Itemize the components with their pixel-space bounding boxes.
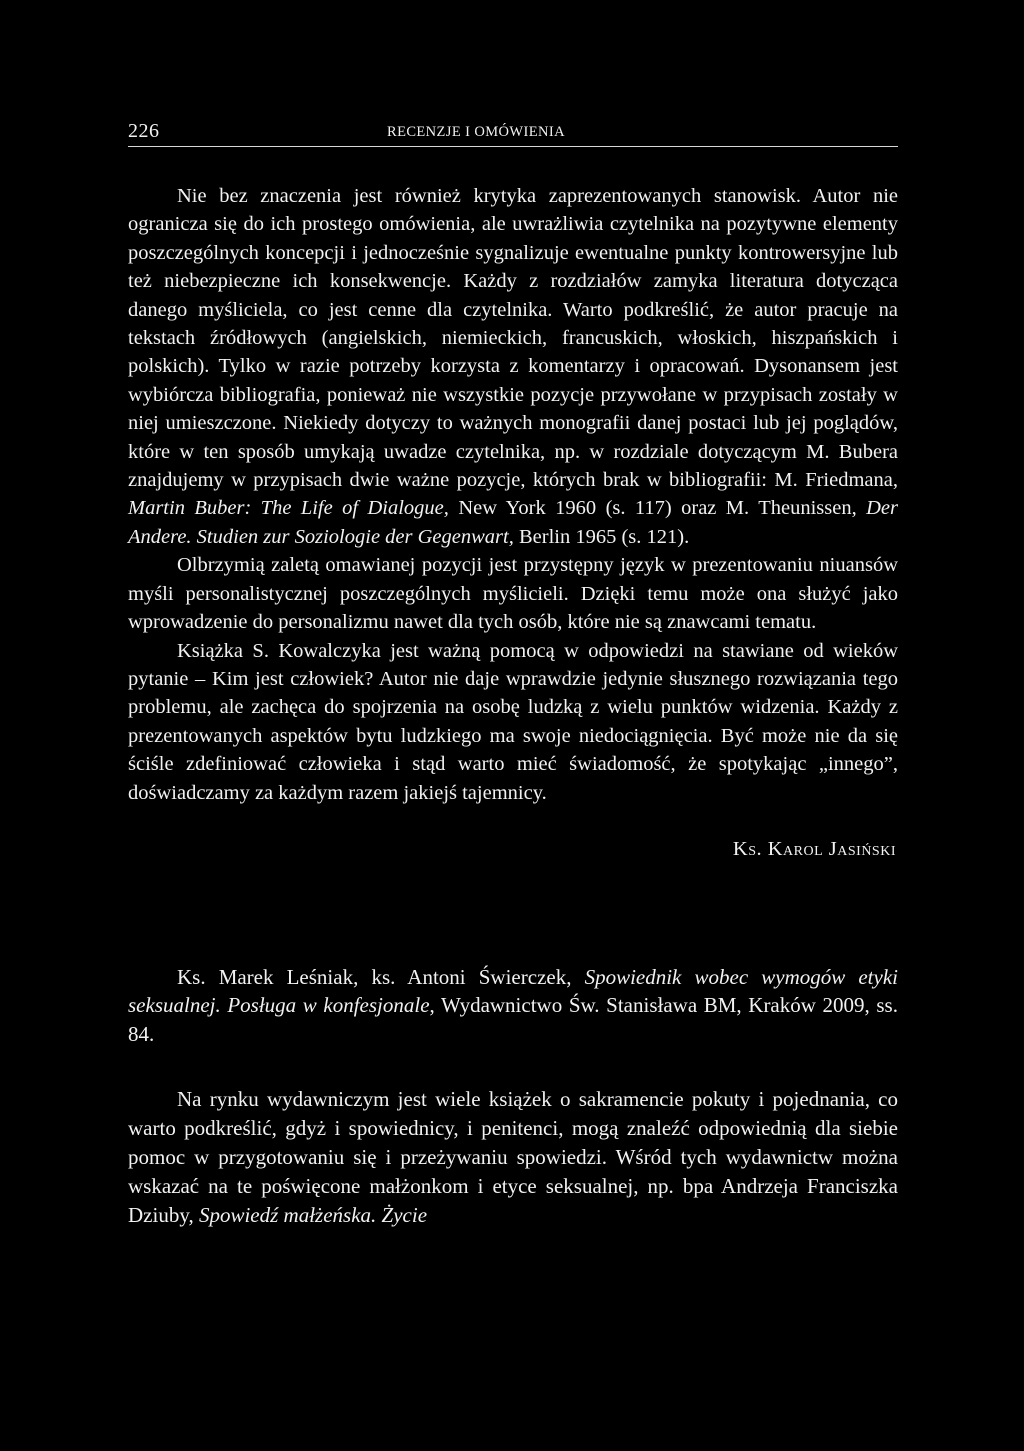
review-two-paragraph-1: [128, 1085, 898, 1230]
italic-title: Martin Buber: The Life of Dialogue,: [128, 497, 449, 520]
italic-title: Der Andere. Studien zur Soziologie der Gegenwart,: [128, 497, 898, 548]
review-one-paragraph-3: Książka S. Kowalczyka jest ważną pomocą w odpowiedzi na stawiane od wieków pytanie – Kim jest człowiek? Autor nie daje wprawdzie jedynie słusznego rozwiązania tego problemu, ale zachęca do spojrzenia na osobę ludzką z wielu punktów widzenia. Każdy z prezentowanych aspektów bytu ludzkiego ma swoje niedociągnięcia. Być może nie da się ściśle zdefiniować człowieka i stąd warto mieć świadomość, że spotykając „innego”, doświadczamy za każdym razem jakiejś tajemnicy.: [128, 639, 898, 804]
page-number: 226: [128, 120, 160, 142]
paragraph-text: New York 1960 (s. 117) oraz M. Theunissen,: [448, 497, 867, 520]
bib-title: Spowiednik wobec wymogów etyki seksualnej. Posługa w konfesjonale: [128, 964, 898, 1018]
bib-authors: Ks. Marek Leśniak, ks. Antoni Świerczek,: [177, 964, 585, 989]
review-one-paragraph-2: Olbrzymią zaletą omawianej pozycji jest przystępny język w prezentowaniu niuansów myśli personalistycznej poszczególnych myślicieli. Dzięki temu może ona służyć jako wprowadzenie do personalizmu nawet dla tych osób, które nie są znawcami tematu.: [128, 554, 898, 634]
paragraph-text: Berlin 1965 (s. 121).: [513, 525, 690, 548]
bibliographic-entry: [128, 963, 898, 1048]
review-one-body: [128, 182, 898, 807]
review-signature: Ks. Karol Jasiński: [732, 837, 896, 860]
bib-publication: , Wydawnictwo Św. Stanisława BM, Kraków 2009, ss. 84.: [128, 993, 898, 1046]
review-two-body: [128, 1085, 898, 1230]
review-one-paragraph-1: [128, 182, 898, 551]
page: [128, 118, 898, 1230]
running-head: RECENZJE I OMÓWIENIA: [387, 124, 565, 140]
paragraph-text: Na rynku wydawniczym jest wiele książek o sakramencie pokuty i pojednania, co warto podkreślić, gdyż i spowiednicy, i penitenci, mogą znaleźć odpowiednią dla siebie pomoc w przygotowaniu się i przeżywaniu spowiedzi. Wśród tych wydawnictw można wskazać na te poświęcone małżonkom i etyce seksualnej, np. bpa Andrzeja Franciszka Dziuby,: [128, 1087, 898, 1228]
italic-title: Spowiedź małżeńska. Życie: [198, 1203, 428, 1228]
page-header: [128, 118, 898, 147]
paragraph-text: Nie bez znaczenia jest również krytyka zaprezentowanych stanowisk. Autor nie ogranicza się do ich prostego omówienia, ale uwrażliwia czytelnika na pozytywne elementy poszczególnych koncepcji i jednocześnie sygnalizuje ewentualne punkty kontrowersyjne lub też niebezpieczne ich konsekwencje. Każdy z rozdziałów zamyka literatura dotycząca danego myśliciela, co jest cenne dla czytelnika. Warto podkreślić, że autor pracuje na tekstach źródłowych (angielskich, niemieckich, francuskich, włoskich, hiszpańskich i polskich). Tylko w razie potrzeby korzysta z komentarzy i opracowań. Dysonansem jest wybiórcza bibliografia, ponieważ nie wszystkie pozycje przywołane w przypisach zostały w niej umieszczone. Niekiedy dotyczy to ważnych monografii danej postaci lub jej poglądów, które w ten sposób umykają uwadze czytelnika, np. w rozdziale dotyczącym M. Bubera znajdujemy w przypisach dwie ważne pozycje, których brak w bibliografii: M. Friedmana,: [128, 185, 898, 492]
